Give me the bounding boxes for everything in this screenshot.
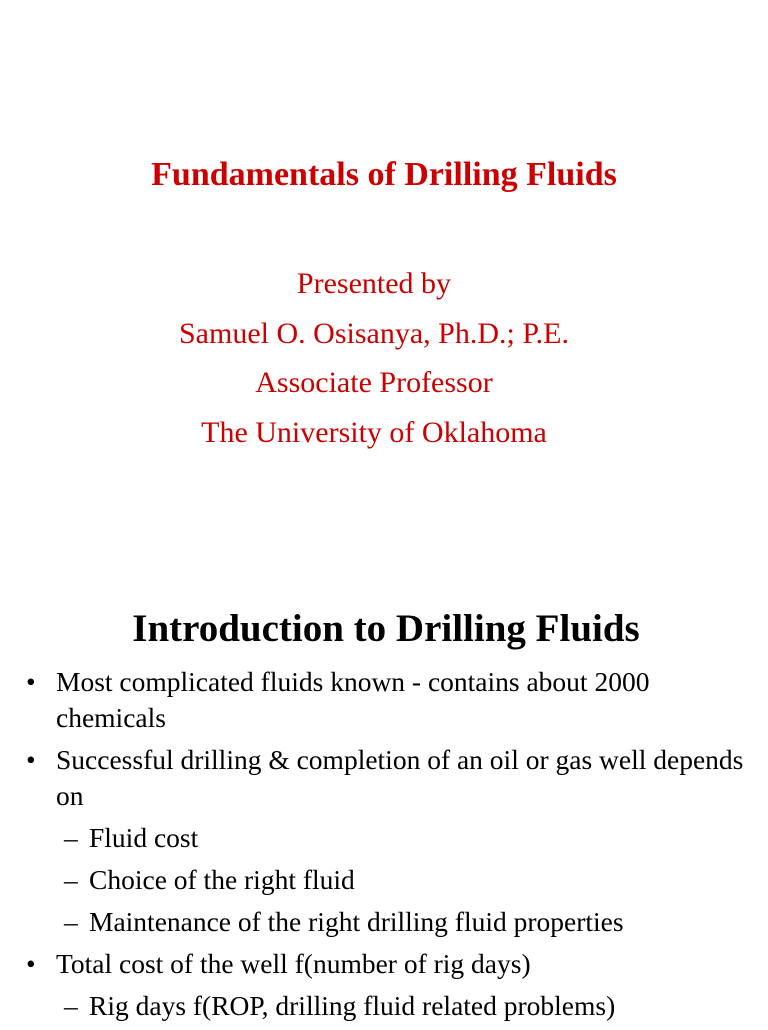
slide-2-title: Introduction to Drilling Fluids [132,607,640,650]
sub-bullet-text: Fluid cost [89,822,199,853]
bullet-item [0,742,768,814]
presenter-block [0,262,748,460]
bullet-text: Successful drilling & completion of an oil or gas well depends on [56,744,744,811]
sub-bullet-item [0,988,768,1024]
bullet-item [0,946,768,982]
bullet-marker: • [26,666,36,697]
bullet-list [0,664,768,1030]
presenter-name-line: Samuel O. Osisanya, Ph.D.; P.E. [179,316,569,350]
sub-bullet-marker: – [64,864,78,895]
sub-bullet-text: Maintenance of the right drilling fluid properties [89,906,624,937]
sub-bullet-item [0,820,768,856]
bullet-marker: • [26,948,36,979]
slide-1-title: Fundamentals of Drilling Fluids [151,156,617,193]
sub-bullet-marker: – [64,990,78,1021]
sub-bullet-marker: – [64,822,78,853]
sub-bullet-item [0,862,768,898]
presenter-title-line: Associate Professor [255,366,493,399]
sub-bullet-text: Choice of the right fluid [89,864,355,895]
sub-bullet-marker: – [64,906,78,937]
bullet-marker: • [26,744,36,775]
bullet-item [0,664,768,736]
sub-bullet-item [0,904,768,940]
bullet-text: Most complicated fluids known - contains about 2000 chemicals [56,666,650,733]
bullet-text: Total cost of the well f(number of rig days) [56,948,531,979]
presenter-affiliation-line: The University of Oklahoma [201,415,547,449]
sub-bullet-text: Rig days f(ROP, drilling fluid related problems) [89,990,616,1021]
presented-by-line: Presented by [296,267,452,300]
